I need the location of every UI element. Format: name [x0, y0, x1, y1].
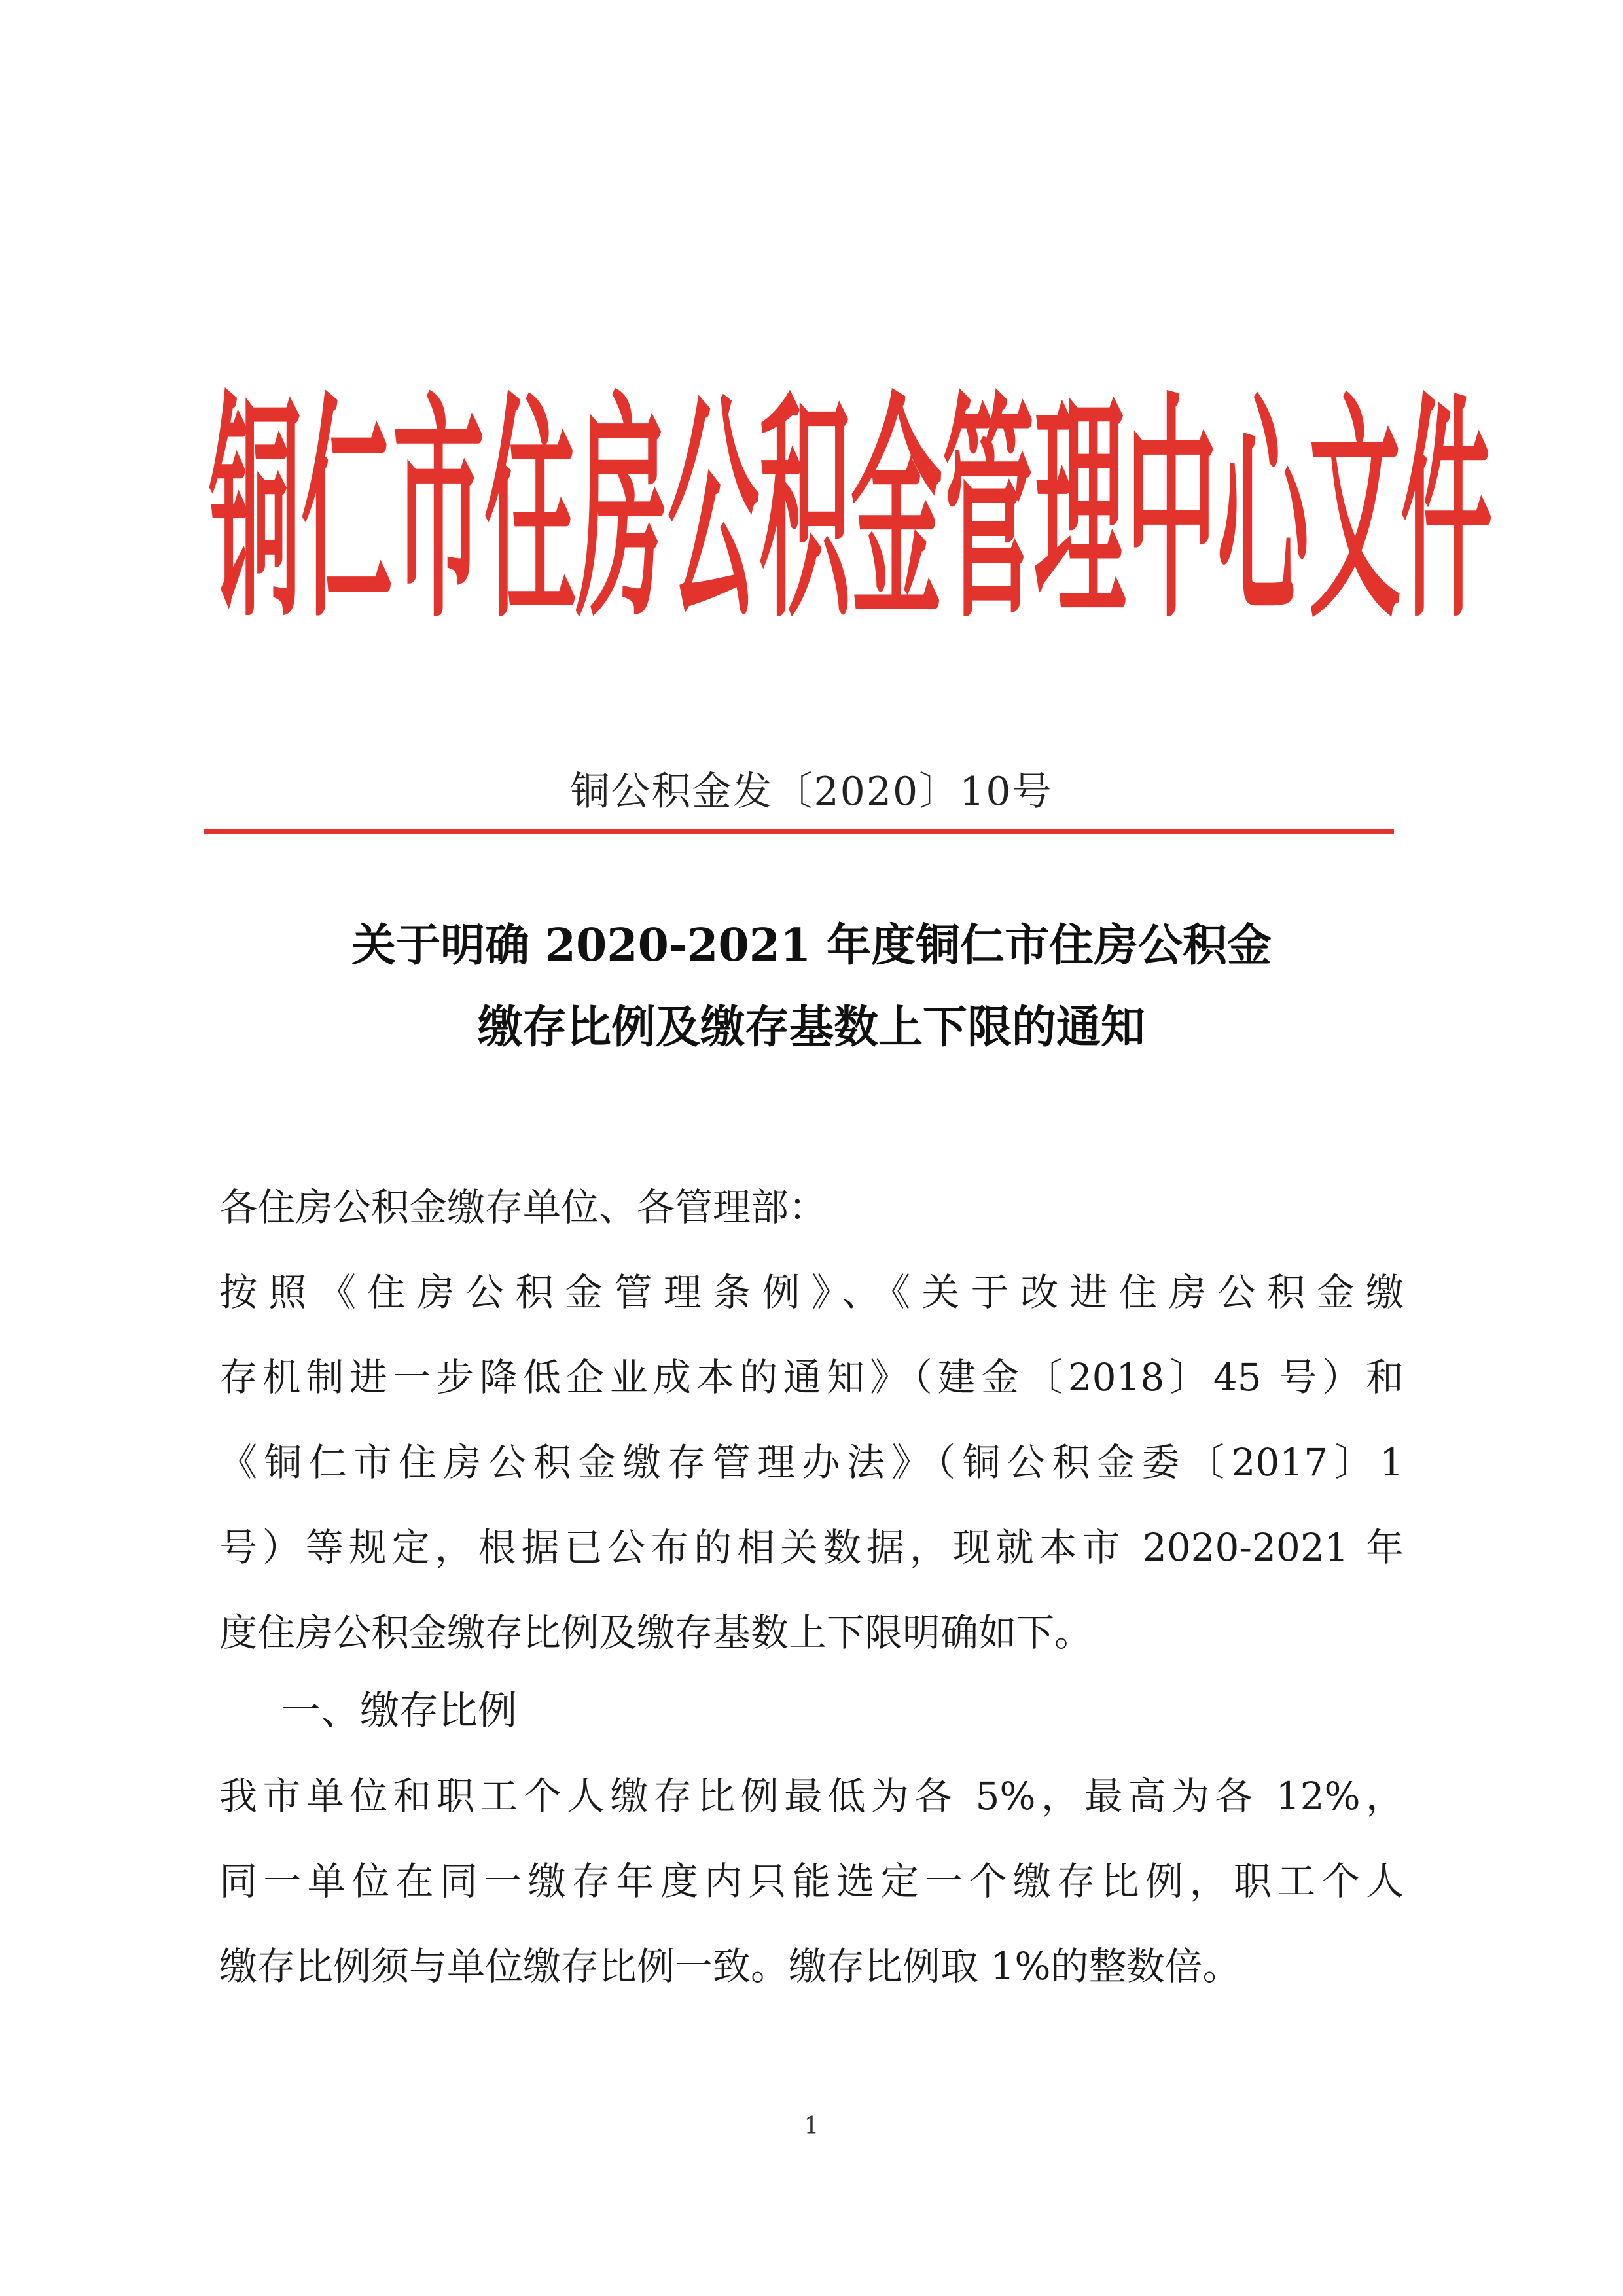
intro-line: 度住房公积金缴存比例及缴存基数上下限明确如下。 [219, 1610, 1093, 1655]
masthead-char: 管 [942, 374, 1035, 652]
masthead-char: 铜 [209, 374, 302, 652]
masthead-char: 文 [1309, 374, 1401, 652]
document-title-line-2: 缴存比例及缴存基数上下限的通知 [477, 1001, 1145, 1053]
document-masthead [209, 366, 1493, 661]
masthead-char: 心 [1217, 374, 1310, 652]
intro-line: 号）等规定，根据已公布的相关数据，现就本市 2020-2021 年 [219, 1525, 1404, 1570]
masthead-char: 金 [851, 374, 943, 652]
document-number: 铜公积金发〔2020〕10号 [570, 769, 1053, 815]
masthead-char: 住 [484, 374, 577, 652]
masthead-char: 积 [759, 374, 851, 652]
red-divider-line [204, 829, 1394, 834]
intro-line: 存机制进一步降低企业成本的通知》（建金〔2018〕45 号）和 [219, 1355, 1404, 1400]
masthead-char: 理 [1034, 374, 1126, 652]
masthead-char: 房 [576, 374, 668, 652]
section-body-line: 我市单位和职工个人缴存比例最低为各 5%，最高为各 12%， [219, 1774, 1404, 1818]
masthead-char: 市 [393, 374, 485, 652]
masthead-char: 中 [1126, 374, 1218, 652]
section-body-line: 缴存比例须与单位缴存比例一致。缴存比例取 1%的整数倍。 [219, 1944, 1241, 1988]
section-heading: 一、缴存比例 [281, 1688, 517, 1734]
document-title-line-1: 关于明确 2020-2021 年度铜仁市住房公积金 [351, 919, 1272, 972]
intro-line: 《铜仁市住房公积金缴存管理办法》（铜公积金委〔2017〕1 [219, 1440, 1404, 1485]
masthead-char: 件 [1400, 374, 1493, 652]
masthead-char: 公 [668, 374, 760, 652]
section-body-line: 同一单位在同一缴存年度内只能选定一个缴存比例，职工个人 [219, 1859, 1404, 1903]
salutation: 各住房公积金缴存单位、各管理部： [219, 1185, 827, 1229]
page-number: 1 [804, 2113, 819, 2140]
intro-line: 按照《住房公积金管理条例》、《关于改进住房公积金缴 [219, 1270, 1404, 1315]
masthead-char: 仁 [301, 374, 393, 652]
